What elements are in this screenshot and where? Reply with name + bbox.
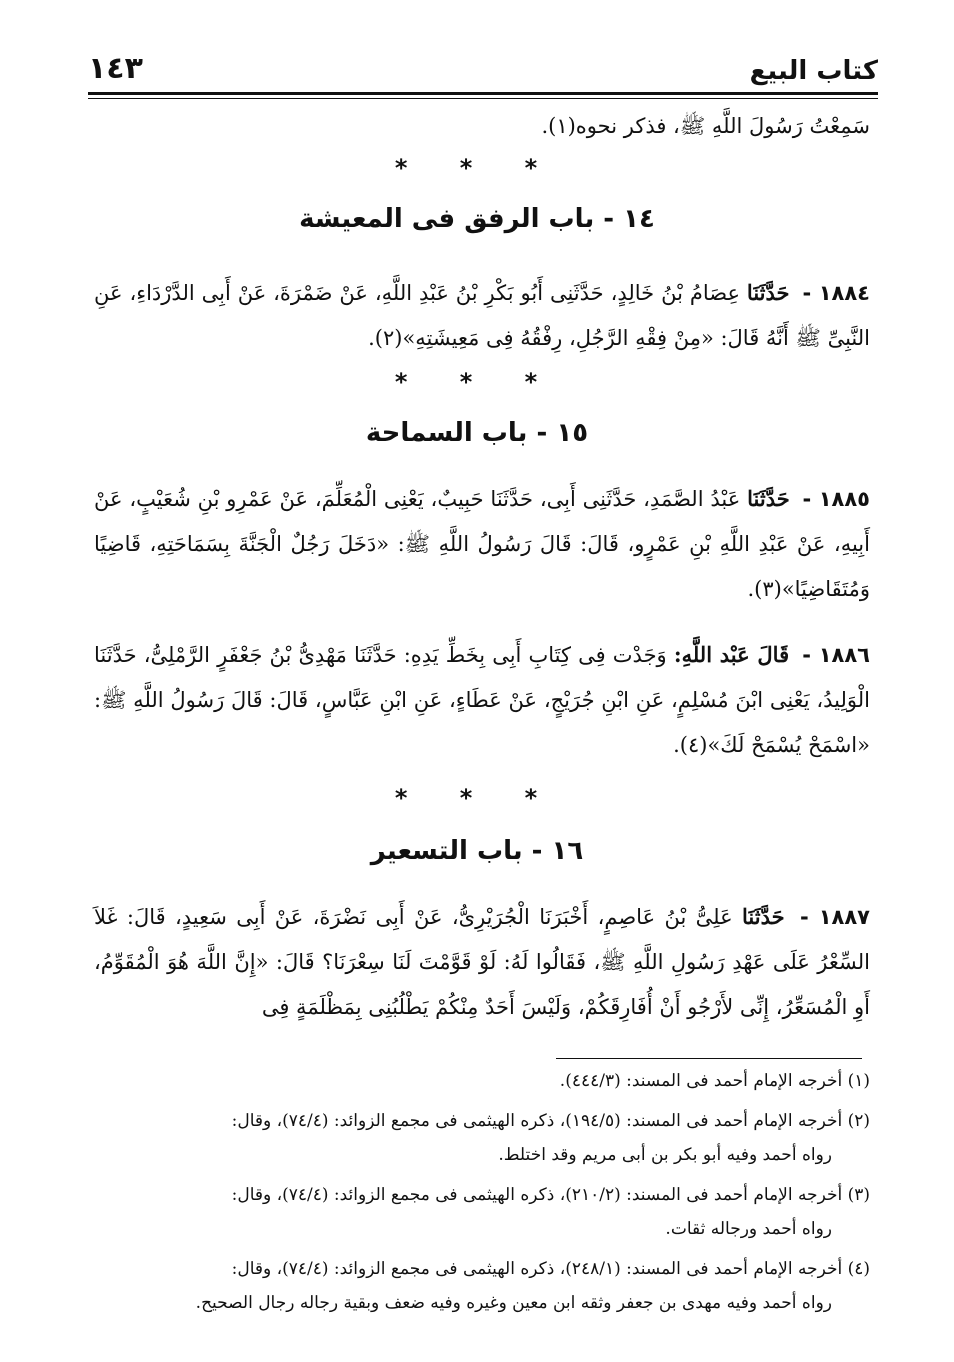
footnotes — [94, 1064, 870, 1326]
chapter-title-16: ١٦ - باب التسعير — [370, 836, 584, 866]
intro-text: سَمِعْتُ رَسُولَ اللَّهِ ﷺ، فذكر نحوه(١). — [541, 114, 870, 138]
footnote-rule — [556, 1058, 862, 1059]
hadith-paragraph — [94, 632, 870, 768]
footnote-line: (٢) أخرجه الإمام أحمد فى المسند: (١٩٤/٥)، ذكره الهيثمى فى مجمع الزوائد: (٧٤/٤)، وقال: — [231, 1111, 870, 1131]
hadith-paragraph — [94, 476, 870, 612]
page-number: ١٤٣ — [88, 51, 143, 86]
footnote-continuation: رواه أحمد ورجاله ثقات. — [665, 1219, 832, 1239]
header-rule-thick — [88, 92, 878, 95]
footnote-continuation: رواه أحمد وفيه مهدى بن جعفر وثقه ابن معين وغيره وفيه ضعف وبقية رجاله رجال الصحيح. — [195, 1293, 832, 1313]
chapter-title-15: ١٥ - باب السماحة — [365, 418, 589, 448]
chapter-title-14: ١٤ - باب الرفق فى المعيشة — [299, 204, 655, 234]
section-separator: * * * — [394, 154, 560, 182]
book-title: كتاب البيع — [749, 56, 878, 86]
footnote-line: (٣) أخرجه الإمام أحمد فى المسند: (٢١٠/٢)، ذكره الهيثمى فى مجمع الزوائد: (٧٤/٤)، وقال: — [231, 1185, 870, 1205]
hadith-number: ١٨٨٧ - — [800, 905, 870, 929]
header-rule-thin — [88, 98, 878, 99]
hadith-paragraph — [94, 270, 870, 361]
footnote-line: (١) أخرجه الإمام أحمد فى المسند: (٤٤٤/٣). — [559, 1071, 870, 1091]
hadith-paragraph — [94, 894, 870, 1030]
hadith-1884 — [94, 270, 870, 361]
footnote-2 — [94, 1104, 870, 1172]
footnote-3 — [94, 1178, 870, 1246]
hadith-text: وَجَدْت فِى كِتَابِ أَبِى بِخَطِّ يَدِهِ: حَدَّثَنَا مَهْدِىُّ بْنُ جَعْفَرٍ الرَّمْلِىُّ، حَدَّثَنَا الْوَلِيدُ، يَعْنِى ابْنَ مُسْلِمٍ، عَنِ ابْنِ جُرَيْجٍ، عَنْ عَطَاءٍ، عَنِ ابْنِ عَبَّاسٍ، قَالَ: قَالَ رَسُولُ اللَّهِ ﷺ: «اسْمَحْ يُسْمَحْ لَكَ»(٤). — [94, 643, 870, 757]
hadith-number: ١٨٨٥ - — [802, 487, 871, 511]
hadith-1886 — [94, 632, 870, 768]
hadith-lead: حَدَّثَنَا — [742, 904, 785, 929]
section-separator: * * * — [394, 368, 560, 396]
page-header — [88, 40, 878, 86]
hadith-1885 — [94, 476, 870, 612]
hadith-1887 — [94, 894, 870, 1030]
hadith-text: عَبْدُ الصَّمَدِ، حَدَّثَنِى أَبِى، حَدَّثَنَا حَبِيبٌ، يَعْنِى الْمُعَلِّمَ، عَنْ عَمْرِو بْنِ شُعَيْبٍ، عَنْ أَبِيهِ، عَنْ عَبْدِ اللَّهِ بْنِ عَمْرٍو، قَالَ: قَالَ رَسُولُ اللَّهِ ﷺ: «دَخَلَ رَجُلٌ الْجَنَّةَ بِسَمَاحَتِهِ، قَاضِيًا وَمُتَقَاضِيًا»(٣). — [94, 487, 870, 601]
section-separator: * * * — [394, 784, 560, 812]
hadith-text: عَلِىُّ بْنُ عَاصِمٍ، أَخْبَرَنَا الْجُرَيْرِىُّ، عَنْ أَبِى نَضْرَةَ، عَنْ أَبِى سَعِيدٍ، قَالَ: غَلاَ السِّعْرُ عَلَى عَهْدِ رَسُولِ اللَّهِ ﷺ، فَقَالُوا لَهُ: لَوْ قَوَّمْتَ لَنَا سِعْرَنَا؟ قَالَ: «إِنَّ اللَّهَ هُوَ الْمُقَوِّمُ، أَوِ الْمُسَعِّرُ، إِنِّى لأَرْجُو أَنْ أُفَارِقَكُمْ، وَلَيْسَ أَحَدٌ مِنْكُمْ يَطْلُبُنِى بِمَظْلَمَةٍ فِى — [94, 905, 870, 1019]
hadith-lead: قَالَ عَبْد اللَّهِ: — [673, 642, 790, 667]
hadith-text: عِصَامُ بْنُ خَالِدٍ، حَدَّثَنِى أَبُو بَكْرِ بْنُ عَبْدِ اللَّهِ، عَنْ ضَمْرَةَ، عَنْ أَبِى الدَّرْدَاءِ، عَنِ النَّبِىِّ ﷺ أَنَّهُ قَالَ: «مِنْ فِقْهِ الرَّجُلِ، رِفْقُهُ فِى مَعِيشَتِهِ»(٢). — [94, 281, 870, 350]
footnote-1 — [94, 1064, 870, 1098]
hadith-lead: حَدَّثَنَا — [746, 280, 790, 305]
hadith-lead: حَدَّثَنَا — [747, 486, 790, 511]
footnote-continuation: رواه أحمد وفيه أبو بكر بن أبى مريم وقد اختلط. — [498, 1145, 832, 1165]
footnote-4 — [94, 1252, 870, 1320]
intro-line — [94, 104, 870, 149]
footnote-line: (٤) أخرجه الإمام أحمد فى المسند: (٢٤٨/١)، ذكره الهيثمى فى مجمع الزوائد: (٧٤/٤)، وقال: — [231, 1259, 870, 1279]
hadith-number: ١٨٨٦ - — [802, 643, 870, 667]
hadith-number: ١٨٨٤ - — [802, 281, 871, 305]
